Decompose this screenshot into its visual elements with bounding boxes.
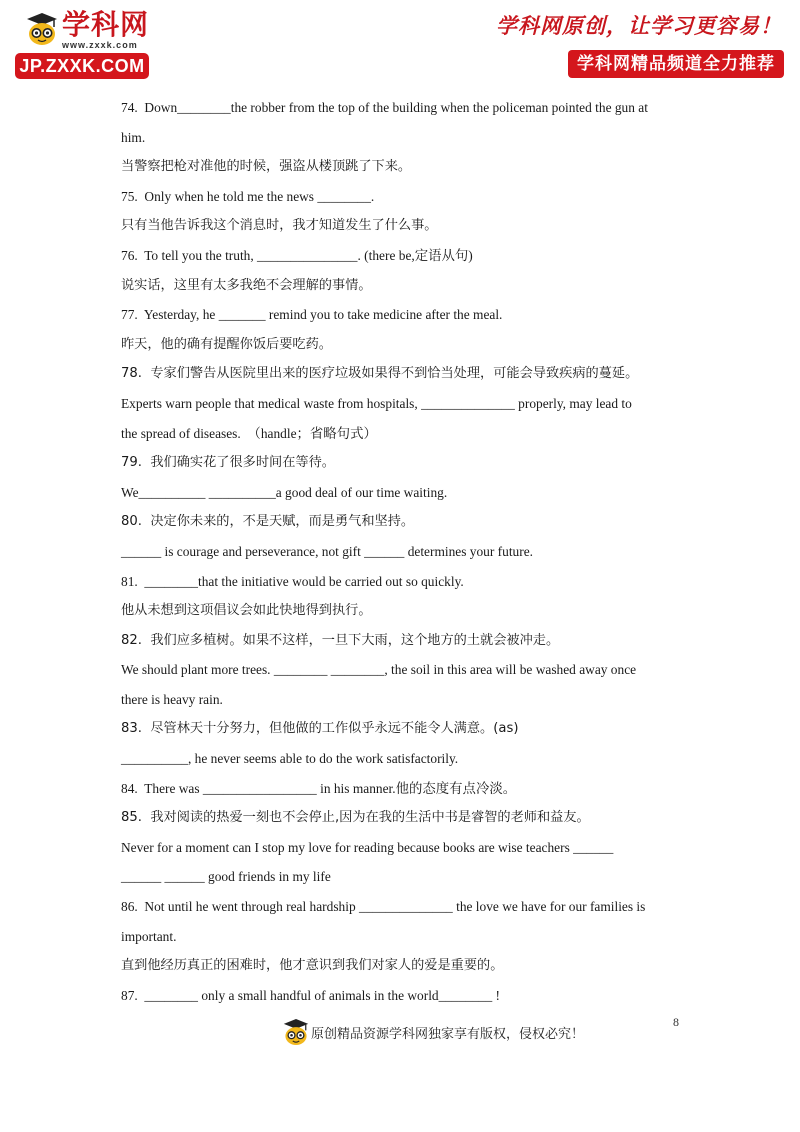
page-header	[0, 0, 800, 90]
site-badge[interactable]: JP.ZXXK.COM	[15, 53, 149, 79]
exercise-line: 75. Only when he told me the news ________.	[121, 188, 375, 204]
exercise-line: 83. 尽管林天十分努力，但他做的工作似乎永远不能令人满意。(as)	[121, 721, 519, 737]
exercise-line: 76. To tell you the truth, _______________. (there be,定语从句)	[121, 247, 473, 263]
exercise-line: Experts warn people that medical waste from hospitals, ______________ properly, may lead to	[121, 395, 632, 411]
exercise-line: 直到他经历真正的困难时，他才意识到我们对家人的爱是重要的。	[121, 958, 504, 974]
exercise-line: We__________ __________a good deal of our time waiting.	[121, 484, 448, 500]
exercise-line: ______ is courage and perseverance, not gift ______ determines your future.	[121, 543, 534, 559]
copyright-notice: 原创精品资源学科网独家享有版权，侵权必究！	[311, 1027, 585, 1042]
exercise-line: 85. 我对阅读的热爱一刻也不会停止,因为在我的生活中书是睿智的老师和益友。	[121, 810, 590, 826]
exercise-content	[121, 93, 691, 1010]
exercise-line: 他从未想到这项倡议会如此快地得到执行。	[121, 603, 372, 619]
exercise-line: important.	[121, 928, 177, 944]
page-footer	[0, 1015, 800, 1055]
exercise-line: Never for a moment can I stop my love for reading because books are wise teachers ______	[121, 839, 614, 855]
exercise-line: 79. 我们确实花了很多时间在等待。	[121, 455, 335, 471]
exercise-line: 只有当他告诉我这个消息时，我才知道发生了什么事。	[121, 218, 438, 234]
graduate-mascot-icon	[283, 1018, 309, 1046]
channel-badge: 学科网精品频道全力推荐	[568, 50, 784, 78]
exercise-line: 81. ________that the initiative would be carried out so quickly.	[121, 573, 464, 589]
header-slogan: 学科网原创，让学习更容易！	[496, 13, 782, 38]
exercise-line: 77. Yesterday, he _______ remind you to take medicine after the meal.	[121, 307, 503, 323]
exercise-line: 78. 专家们警告从医院里出来的医疗垃圾如果得不到恰当处理，可能会导致疾病的蔓延。	[121, 366, 639, 382]
exercise-line: __________, he never seems able to do the work satisfactorily.	[121, 751, 459, 767]
exercise-line: 84. There was _________________ in his manner.他的态度有点冷淡。	[121, 780, 517, 796]
exercise-line: the spread of diseases. （handle；省略句式）	[121, 425, 377, 441]
exercise-line: 87. ________ only a small handful of animals in the world________ !	[121, 987, 500, 1003]
page-number: 8	[673, 1015, 679, 1029]
exercise-line: 80. 决定你未来的，不是天赋，而是勇气和坚持。	[121, 514, 415, 530]
logo-name: 学科网	[62, 8, 150, 41]
exercise-line: 昨天，他的确有提醒你饭后要吃药。	[121, 336, 332, 352]
graduate-mascot-icon	[26, 12, 58, 46]
exercise-line: there is heavy rain.	[121, 691, 223, 707]
exercise-line: 74. Down________the robber from the top of the building when the policeman pointed the gun at	[121, 100, 648, 115]
exercise-line: him.	[121, 129, 146, 145]
exercise-line: 82. 我们应多植树。如果不这样，一旦下大雨，这个地方的土就会被冲走。	[121, 632, 560, 648]
exercise-line: ______ ______ good friends in my life	[121, 869, 331, 885]
exercise-line: We should plant more trees. ________ ________, the soil in this area will be washed away once	[121, 662, 637, 678]
exercise-line: 说实话，这里有太多我绝不会理解的事情。	[121, 277, 372, 293]
exercise-line: 当警察把枪对准他的时候，强盗从楼顶跳了下来。	[121, 159, 412, 175]
logo-url: www.zxxk.com	[62, 40, 138, 50]
exercise-line: 86. Not until he went through real hardship ______________ the love we have for our families is	[121, 899, 646, 915]
